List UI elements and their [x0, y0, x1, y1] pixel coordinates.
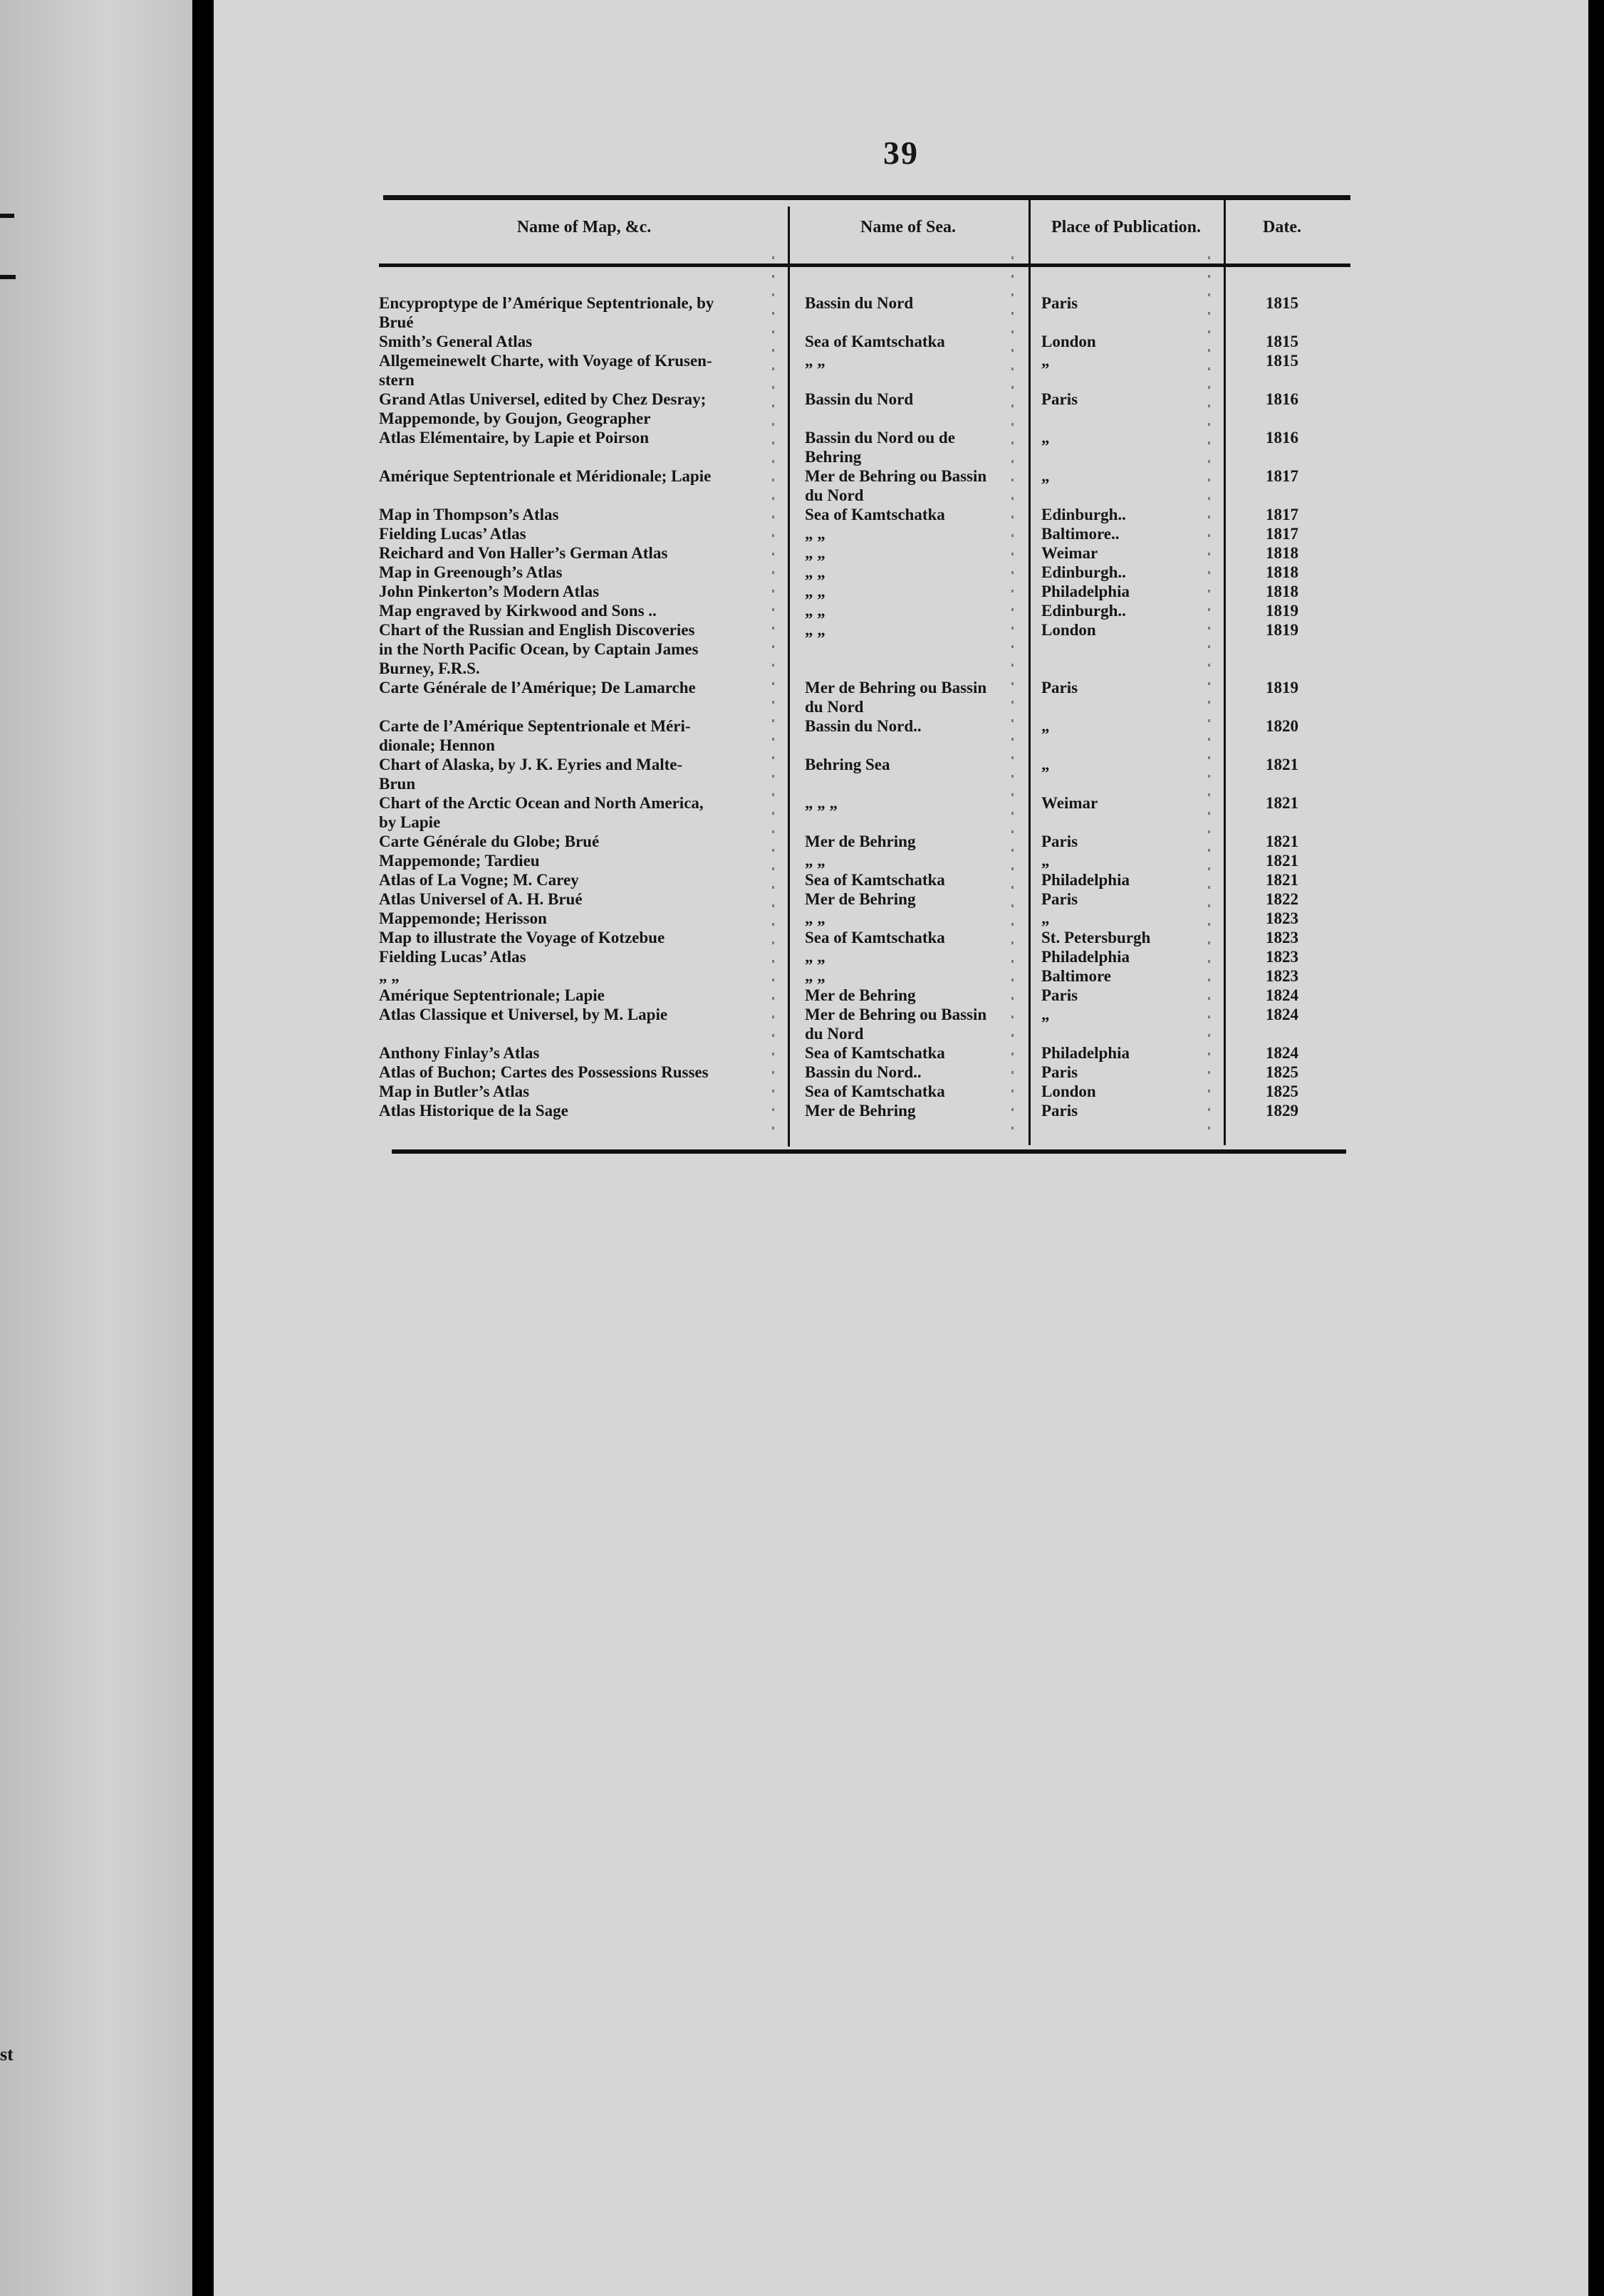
map-name-cell: Atlas of La Vogne; M. Carey — [379, 871, 579, 889]
place-cell: Paris — [1041, 890, 1078, 908]
place-cell: Paris — [1041, 833, 1078, 850]
table-top-rule — [383, 195, 1350, 200]
facing-page-text: st — [0, 2044, 14, 2065]
date-cell: 1822 — [1266, 890, 1298, 908]
map-name-cell: Atlas of Buchon; Cartes des Possessions Russes — [379, 1063, 709, 1081]
date-cell: 1818 — [1266, 544, 1298, 562]
map-name-cell: Fielding Lucas’ Atlas — [379, 948, 526, 966]
facing-page-marks — [0, 0, 192, 2296]
map-name-cell: Chart of the Russian and English Discoveries in the North Pacific Ocean, by Captain James Burney, F.R.S. — [379, 621, 699, 677]
date-cell: 1823 — [1266, 948, 1298, 966]
sea-name-cell: „ „ — [805, 352, 826, 370]
date-cell: 1821 — [1266, 852, 1298, 870]
facing-page-mark — [0, 214, 14, 218]
sea-name-cell: Bassin du Nord ou de Behring — [805, 429, 955, 466]
map-name-cell: Carte Générale de l’Amérique; De Lamarche — [379, 679, 696, 696]
map-name-cell: Allgemeinewelt Charte, with Voyage of Krusen- stern — [379, 352, 712, 389]
date-cell: 1824 — [1266, 986, 1298, 1004]
map-name-cell: Mappemonde; Tardieu — [379, 852, 540, 870]
sea-name-cell: Bassin du Nord.. — [805, 1063, 922, 1081]
map-name-cell: Atlas Classique et Universel, by M. Lapie — [379, 1006, 668, 1023]
date-cell: 1821 — [1266, 794, 1298, 812]
date-cell: 1817 — [1266, 506, 1298, 523]
sea-name-cell: „ „ — [805, 852, 826, 870]
sea-name-cell: Mer de Behring ou Bassin du Nord — [805, 467, 987, 504]
place-cell: Edinburgh.. — [1041, 506, 1126, 523]
date-cell: 1824 — [1266, 1006, 1298, 1023]
map-name-cell: Anthony Finlay’s Atlas — [379, 1044, 540, 1062]
map-name-cell: Map engraved by Kirkwood and Sons .. — [379, 602, 657, 620]
date-cell: 1815 — [1266, 294, 1298, 312]
date-cell: 1823 — [1266, 929, 1298, 946]
date-cell: 1825 — [1266, 1063, 1298, 1081]
date-cell: 1817 — [1266, 467, 1298, 485]
place-cell: Philadelphia — [1041, 583, 1130, 600]
sea-name-cell: Sea of Kamtschatka — [805, 1044, 945, 1062]
place-cell: „ — [1041, 352, 1050, 370]
date-cell: 1816 — [1266, 429, 1298, 447]
column-header-place: Place of Publication. — [1051, 218, 1201, 236]
sea-name-cell: „ „ — [805, 544, 826, 562]
map-name-cell: Fielding Lucas’ Atlas — [379, 525, 526, 543]
place-cell: Weimar — [1041, 794, 1098, 812]
place-cell: Baltimore — [1041, 967, 1111, 985]
sea-name-cell: Sea of Kamtschatka — [805, 871, 945, 889]
map-name-cell: Grand Atlas Universel, edited by Chez Desray; Mappemonde, by Goujon, Geographer — [379, 390, 707, 427]
map-name-cell: Mappemonde; Herisson — [379, 909, 547, 927]
sea-name-cell: Mer de Behring — [805, 1102, 916, 1120]
map-name-cell: Reichard and Von Haller’s German Atlas — [379, 544, 668, 562]
place-cell: „ — [1041, 1006, 1050, 1023]
map-name-cell: Chart of the Arctic Ocean and North America, by Lapie — [379, 794, 704, 831]
place-cell: Paris — [1041, 679, 1078, 696]
date-cell: 1829 — [1266, 1102, 1298, 1120]
date-cell: 1815 — [1266, 352, 1298, 370]
date-cell: 1821 — [1266, 756, 1298, 773]
sea-name-cell: „ „ — [805, 967, 826, 985]
sea-name-cell: „ „ — [805, 602, 826, 620]
sea-name-cell: Bassin du Nord — [805, 390, 914, 408]
place-cell: London — [1041, 1082, 1096, 1100]
map-name-cell: Map to illustrate the Voyage of Kotzebue — [379, 929, 665, 946]
place-cell: Paris — [1041, 986, 1078, 1004]
header-bottom-rule — [379, 263, 1350, 267]
map-name-cell: Smith’s General Atlas — [379, 333, 533, 350]
place-cell: Weimar — [1041, 544, 1098, 562]
column-divider — [1028, 198, 1031, 1145]
map-name-cell: Map in Greenough’s Atlas — [379, 563, 563, 581]
place-cell: Paris — [1041, 1063, 1078, 1081]
column-header-map: Name of Map, &c. — [516, 218, 652, 236]
map-name-cell: Chart of Alaska, by J. K. Eyries and Malte- Brun — [379, 756, 683, 793]
place-cell: Paris — [1041, 1102, 1078, 1120]
place-cell: „ — [1041, 429, 1050, 447]
sea-name-cell: Bassin du Nord.. — [805, 717, 922, 735]
date-cell: 1825 — [1266, 1082, 1298, 1100]
map-name-cell: Map in Thompson’s Atlas — [379, 506, 559, 523]
place-cell: Paris — [1041, 390, 1078, 408]
place-cell: „ — [1041, 756, 1050, 773]
sea-name-cell: Sea of Kamtschatka — [805, 929, 945, 946]
column-header-date: Date. — [1263, 218, 1301, 236]
place-cell: Philadelphia — [1041, 948, 1130, 966]
date-cell: 1823 — [1266, 967, 1298, 985]
sea-name-cell: „ „ — [805, 621, 826, 639]
place-cell: „ — [1041, 717, 1050, 735]
map-name-cell: Atlas Universel of A. H. Brué — [379, 890, 583, 908]
place-cell: Edinburgh.. — [1041, 563, 1126, 581]
date-cell: 1823 — [1266, 909, 1298, 927]
place-cell: Philadelphia — [1041, 1044, 1130, 1062]
map-name-cell: Map in Butler’s Atlas — [379, 1082, 530, 1100]
date-cell: 1819 — [1266, 621, 1298, 639]
date-cell: 1819 — [1266, 679, 1298, 696]
book-gutter — [192, 0, 214, 2296]
sea-name-cell: „ „ — [805, 525, 826, 543]
sea-name-cell: Mer de Behring — [805, 986, 916, 1004]
column-header-sea: Name of Sea. — [860, 218, 956, 236]
place-cell: Edinburgh.. — [1041, 602, 1126, 620]
sea-name-cell: „ „ — [805, 909, 826, 927]
map-name-cell: Atlas Elémentaire, by Lapie et Poirson — [379, 429, 650, 447]
map-name-cell: John Pinkerton’s Modern Atlas — [379, 583, 600, 600]
map-name-cell: Atlas Historique de la Sage — [379, 1102, 568, 1120]
date-cell: 1821 — [1266, 833, 1298, 850]
sea-name-cell: Sea of Kamtschatka — [805, 506, 945, 523]
sea-name-cell: Mer de Behring ou Bassin du Nord — [805, 1006, 987, 1043]
document-page — [214, 0, 1588, 2296]
place-cell: Paris — [1041, 294, 1078, 312]
sea-name-cell: Mer de Behring ou Bassin du Nord — [805, 679, 987, 716]
sea-name-cell: „ „ — [805, 563, 826, 581]
date-cell: 1818 — [1266, 563, 1298, 581]
map-name-cell: Carte de l’Amérique Septentrionale et Méri- dionale; Hennon — [379, 717, 691, 754]
table-bottom-rule — [392, 1149, 1346, 1154]
place-cell: „ — [1041, 467, 1050, 485]
place-cell: „ — [1041, 909, 1050, 927]
sea-name-cell: Mer de Behring — [805, 890, 916, 908]
place-cell: St. Petersburgh — [1041, 929, 1151, 946]
date-cell: 1820 — [1266, 717, 1298, 735]
facing-page-mark — [0, 275, 16, 279]
sea-name-cell: „ „ „ — [805, 794, 838, 812]
sea-name-cell: Bassin du Nord — [805, 294, 914, 312]
sea-name-cell: „ „ — [805, 583, 826, 600]
map-name-cell: Amérique Septentrionale et Méridionale; Lapie — [379, 467, 712, 485]
date-cell: 1821 — [1266, 871, 1298, 889]
place-cell: London — [1041, 621, 1096, 639]
map-name-cell: Amérique Septentrionale; Lapie — [379, 986, 605, 1004]
place-cell: Philadelphia — [1041, 871, 1130, 889]
place-cell: Baltimore.. — [1041, 525, 1120, 543]
sea-name-cell: Behring Sea — [805, 756, 890, 773]
map-name-cell: Encyproptype de l’Amérique Septentrionale, by Brué — [379, 294, 714, 331]
map-name-cell: „ „ — [379, 967, 400, 985]
sea-name-cell: Sea of Kamtschatka — [805, 333, 945, 350]
date-cell: 1819 — [1266, 602, 1298, 620]
page-number: 39 — [883, 135, 919, 171]
date-cell: 1818 — [1266, 583, 1298, 600]
date-cell: 1817 — [1266, 525, 1298, 543]
place-cell: „ — [1041, 852, 1050, 870]
scan-edge — [1588, 0, 1604, 2296]
column-divider — [788, 207, 790, 1147]
sea-name-cell: Sea of Kamtschatka — [805, 1082, 945, 1100]
place-cell: London — [1041, 333, 1096, 350]
date-cell: 1815 — [1266, 333, 1298, 350]
sea-name-cell: Mer de Behring — [805, 833, 916, 850]
map-name-cell: Carte Générale du Globe; Brué — [379, 833, 600, 850]
sea-name-cell: „ „ — [805, 948, 826, 966]
date-cell: 1824 — [1266, 1044, 1298, 1062]
date-cell: 1816 — [1266, 390, 1298, 408]
